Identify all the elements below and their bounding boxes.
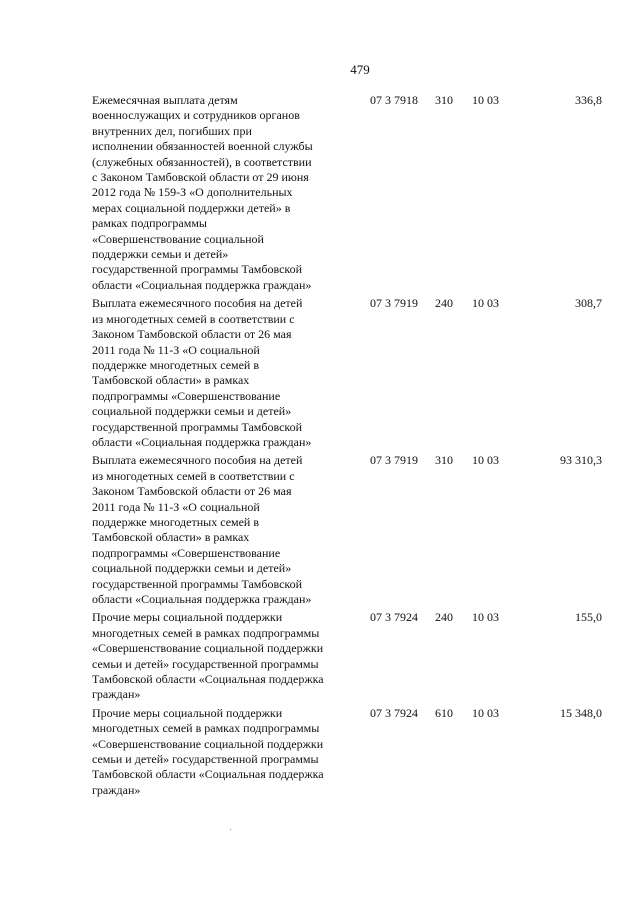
row-expense-type-code: 310 (435, 93, 453, 107)
row-section-code: 10 03 (472, 296, 499, 311)
table-row (92, 610, 602, 702)
row-description: Ежемесячная выплата детям военнослужащих и сотрудников органов внутренних дел, погибших при исполнении обязанностей военной службы (служебных обязанностей), в соответствии с Законом Тамбовской области от 29 июня 2012 года № 159-З «О дополнительных мерах социальной поддержки детей» в рамках подпрограммы «Совершенствование социальной поддержки семьи и детей» государственной программы Тамбовской области «Социальная поддержка граждан» (92, 93, 313, 292)
row-section-code: 10 03 (472, 453, 499, 468)
row-amount: 15 348,0 (560, 705, 602, 720)
row-target-article-code: 07 3 7924 (370, 705, 418, 720)
table-row (92, 453, 602, 607)
row-target-article-code: 07 3 7919 (370, 296, 418, 311)
row-description: Выплата ежемесячного пособия на детей из многодетных семей в соответствии с Законом Тамбовской области от 26 мая 2011 года № 11-З «О социальной поддержке многодетных семей в Тамбовской области» в рамках подпрограммы «Совершенствование социальной поддержки семьи и детей» государственной программы Тамбовской области «Социальная поддержка граждан» (92, 296, 312, 449)
row-amount: 93 310,3 (560, 453, 602, 468)
row-expense-type-code: 610 (435, 705, 453, 720)
budget-table (92, 93, 602, 798)
table-row (92, 296, 602, 450)
scan-speck (230, 829, 231, 830)
row-target-article-code: 07 3 7924 (370, 610, 418, 625)
row-amount: 308,7 (575, 296, 602, 311)
row-description: Выплата ежемесячного пособия на детей из многодетных семей в соответствии с Законом Тамбовской области от 26 мая 2011 года № 11-З «О социальной поддержке многодетных семей в Тамбовской области» в рамках подпрограммы «Совершенствование социальной поддержки семьи и детей» государственной программы Тамбовской области «Социальная поддержка граждан» (92, 453, 312, 606)
row-amount: 336,8 (575, 93, 602, 107)
table-row (92, 706, 602, 798)
page-number: 479 (350, 62, 370, 77)
row-target-article-code: 07 3 7919 (370, 453, 418, 468)
row-section-code: 10 03 (472, 93, 499, 107)
row-expense-type-code: 310 (435, 453, 453, 468)
row-target-article-code: 07 3 7918 (370, 93, 418, 107)
row-description: Прочие меры социальной поддержки многодетных семей в рамках подпрограммы «Совершенствование социальной поддержки семьи и детей» государственной программы Тамбовской области «Социальная поддержка граждан» (92, 705, 324, 797)
row-expense-type-code: 240 (435, 610, 453, 625)
row-amount: 155,0 (575, 610, 602, 625)
row-section-code: 10 03 (472, 705, 499, 720)
row-expense-type-code: 240 (435, 296, 453, 311)
table-row (92, 93, 602, 293)
row-section-code: 10 03 (472, 610, 499, 625)
row-description: Прочие меры социальной поддержки многодетных семей в рамках подпрограммы «Совершенствование социальной поддержки семьи и детей» государственной программы Тамбовской области «Социальная поддержка граждан» (92, 610, 324, 702)
